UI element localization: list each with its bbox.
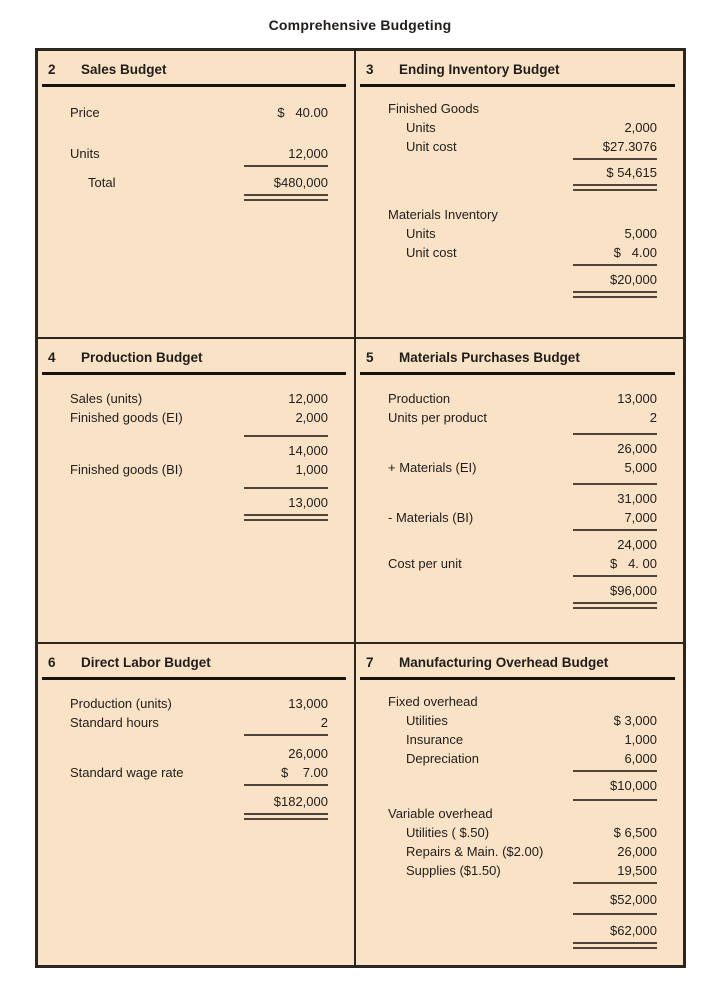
row-value: $ 7.00 [281, 765, 328, 780]
panel-title: Ending Inventory Budget [399, 62, 560, 77]
rule-bar [573, 264, 657, 266]
row-value: 5,000 [624, 460, 657, 475]
row-label: Utilities ( $.50) [406, 825, 490, 840]
panel-number: 2 [48, 62, 56, 77]
row-label: Fixed overhead [388, 694, 478, 709]
subtotal-rule [356, 433, 683, 435]
rule-bar [573, 529, 657, 531]
header-rule [360, 677, 675, 680]
row-value: $ 3,000 [613, 713, 657, 728]
row-value: 5,000 [624, 226, 657, 241]
rule-bar [573, 602, 657, 609]
panel-ending-inventory-budget [356, 51, 683, 339]
rule-bar [244, 487, 328, 489]
budget-row [356, 408, 683, 427]
budget-row [356, 508, 683, 527]
row-label: Price [70, 105, 100, 120]
budget-row [356, 776, 683, 795]
panel-header [356, 345, 683, 365]
subtotal-rule [38, 165, 354, 167]
budget-row [356, 439, 683, 458]
row-value: 1,000 [295, 462, 328, 477]
panel-title: Manufacturing Overhead Budget [399, 655, 609, 670]
budget-row [356, 389, 683, 408]
row-value: 6,000 [624, 751, 657, 766]
rule-bar [573, 770, 657, 772]
budget-row [356, 921, 683, 940]
panel-header [38, 650, 354, 670]
rule-bar [244, 435, 328, 437]
row-label: Materials Inventory [388, 207, 498, 222]
budget-row [356, 270, 683, 289]
rule-bar [573, 882, 657, 884]
panel-number: 5 [366, 350, 374, 365]
row-label: Production [388, 391, 451, 406]
budget-row [38, 173, 354, 192]
row-value: 2 [649, 410, 657, 425]
row-value: 26,000 [617, 844, 657, 859]
grand-total-rule [356, 602, 683, 609]
budget-row [38, 744, 354, 763]
row-label: Repairs & Main. ($2.00) [406, 844, 544, 859]
row-label: Sales (units) [70, 391, 143, 406]
budget-row [38, 792, 354, 811]
budget-row [38, 694, 354, 713]
header-rule [42, 372, 346, 375]
row-value: 14,000 [288, 443, 328, 458]
budget-row [356, 730, 683, 749]
panel-number: 7 [366, 655, 374, 670]
rule-bar [244, 194, 328, 201]
budget-row [356, 118, 683, 137]
header-rule [360, 372, 675, 375]
grand-total-rule [356, 184, 683, 191]
row-label: Standard wage rate [70, 765, 184, 780]
header-rule [360, 84, 675, 87]
budget-row [356, 99, 683, 118]
panel-rows [356, 692, 683, 949]
panel-number: 6 [48, 655, 56, 670]
subtotal-rule [356, 575, 683, 577]
grand-total-rule [38, 514, 354, 521]
panel-sales-budget [38, 51, 356, 339]
page-title: Comprehensive Budgeting [268, 17, 452, 33]
rule-bar [573, 575, 657, 577]
budget-table [35, 48, 686, 968]
rule-bar [244, 734, 328, 736]
subtotal-rule [38, 784, 354, 786]
rule-bar [573, 799, 657, 801]
panel-title: Sales Budget [81, 62, 167, 77]
panel-production-budget [38, 339, 356, 644]
panel-rows [356, 99, 683, 298]
row-value: 26,000 [288, 746, 328, 761]
subtotal-rule [356, 264, 683, 266]
row-value: 19,500 [617, 863, 657, 878]
row-label: Unit cost [406, 245, 457, 260]
row-label: Supplies ($1.50) [406, 863, 501, 878]
row-value: $27.3076 [602, 139, 657, 154]
budget-row [356, 804, 683, 823]
row-value: $480,000 [273, 175, 328, 190]
budget-row [356, 224, 683, 243]
row-label: Depreciation [406, 751, 479, 766]
budget-row [356, 205, 683, 224]
budget-row [356, 861, 683, 880]
row-value: 13,000 [288, 495, 328, 510]
subtotal-rule [356, 913, 683, 915]
row-label: Units [406, 120, 436, 135]
row-label: Total [88, 175, 116, 190]
panel-rows [38, 103, 354, 201]
subtotal-rule [356, 799, 683, 801]
grand-total-rule [38, 194, 354, 201]
budget-row [38, 408, 354, 427]
grand-total-rule [356, 942, 683, 949]
rule-bar [573, 291, 657, 298]
rule-bar [573, 433, 657, 435]
subtotal-rule [38, 487, 354, 489]
panel-rows [38, 694, 354, 820]
row-value: $ 4. 00 [610, 556, 657, 571]
row-value: 12,000 [288, 391, 328, 406]
panel-rows [38, 389, 354, 521]
panel-manufacturing-overhead-budget [356, 644, 683, 965]
row-label: Production (units) [70, 696, 172, 711]
subtotal-rule [356, 483, 683, 485]
row-label: Finished goods (BI) [70, 462, 183, 477]
panel-header [38, 57, 354, 77]
subtotal-rule [38, 734, 354, 736]
row-value: $ 54,615 [606, 165, 657, 180]
rule-bar [244, 514, 328, 521]
row-label: Insurance [406, 732, 464, 747]
panel-header [356, 650, 683, 670]
row-label: Variable overhead [388, 806, 493, 821]
row-value: $10,000 [610, 778, 657, 793]
subtotal-rule [356, 882, 683, 884]
row-value: 2,000 [295, 410, 328, 425]
header-rule [42, 677, 346, 680]
rule-bar [244, 813, 328, 820]
grand-total-rule [38, 813, 354, 820]
budget-row [356, 692, 683, 711]
budget-row [38, 144, 354, 163]
budget-row [38, 441, 354, 460]
budget-row [356, 554, 683, 573]
budget-row [38, 460, 354, 479]
panel-header [356, 57, 683, 77]
budget-row [38, 493, 354, 512]
panel-number: 3 [366, 62, 374, 77]
row-label: Utilities [406, 713, 448, 728]
budget-row [356, 890, 683, 909]
row-value: 12,000 [288, 146, 328, 161]
row-label: Cost per unit [388, 556, 462, 571]
row-label: + Materials (EI) [388, 460, 477, 475]
row-value: 13,000 [617, 391, 657, 406]
budget-row [356, 711, 683, 730]
row-value: $182,000 [273, 794, 328, 809]
subtotal-rule [356, 158, 683, 160]
row-value: $62,000 [610, 923, 657, 938]
subtotal-rule [356, 529, 683, 531]
rule-bar [244, 784, 328, 786]
budget-row [38, 103, 354, 122]
budget-row [356, 581, 683, 600]
budget-row [356, 137, 683, 156]
header-rule [42, 84, 346, 87]
row-value: $ 40.00 [277, 105, 328, 120]
budget-row [356, 823, 683, 842]
grand-total-rule [356, 291, 683, 298]
budget-row [356, 458, 683, 477]
row-label: Units per product [388, 410, 487, 425]
row-label: Unit cost [406, 139, 457, 154]
row-value: $20,000 [610, 272, 657, 287]
panel-number: 4 [48, 350, 56, 365]
budget-row [356, 749, 683, 768]
budget-row [38, 763, 354, 782]
row-label: Units [406, 226, 436, 241]
budget-row [356, 243, 683, 262]
row-label: Standard hours [70, 715, 159, 730]
budget-row [356, 535, 683, 554]
panel-title: Production Budget [81, 350, 203, 365]
row-value: $96,000 [610, 583, 657, 598]
row-label: Finished Goods [388, 101, 480, 116]
row-value: 31,000 [617, 491, 657, 506]
panel-materials-purchases-budget [356, 339, 683, 644]
row-label: - Materials (BI) [388, 510, 474, 525]
row-value: 24,000 [617, 537, 657, 552]
panel-header [38, 345, 354, 365]
budget-row [38, 713, 354, 732]
row-value: $52,000 [610, 892, 657, 907]
panel-title: Direct Labor Budget [81, 655, 211, 670]
panel-title: Materials Purchases Budget [399, 350, 580, 365]
budget-row [356, 842, 683, 861]
panel-direct-labor-budget [38, 644, 356, 965]
row-value: $ 4.00 [613, 245, 657, 260]
row-value: $ 6,500 [613, 825, 657, 840]
row-label: Finished goods (EI) [70, 410, 183, 425]
rule-bar [573, 483, 657, 485]
subtotal-rule [356, 770, 683, 772]
budget-row [356, 163, 683, 182]
row-value: 26,000 [617, 441, 657, 456]
budget-row [38, 389, 354, 408]
rule-bar [573, 913, 657, 915]
budget-row [356, 489, 683, 508]
row-value: 13,000 [288, 696, 328, 711]
row-value: 2,000 [624, 120, 657, 135]
panel-rows [356, 389, 683, 609]
rule-bar [573, 158, 657, 160]
row-value: 7,000 [624, 510, 657, 525]
row-label: Units [70, 146, 100, 161]
subtotal-rule [38, 435, 354, 437]
row-value: 2 [320, 715, 328, 730]
rule-bar [244, 165, 328, 167]
rule-bar [573, 184, 657, 191]
rule-bar [573, 942, 657, 949]
row-value: 1,000 [624, 732, 657, 747]
